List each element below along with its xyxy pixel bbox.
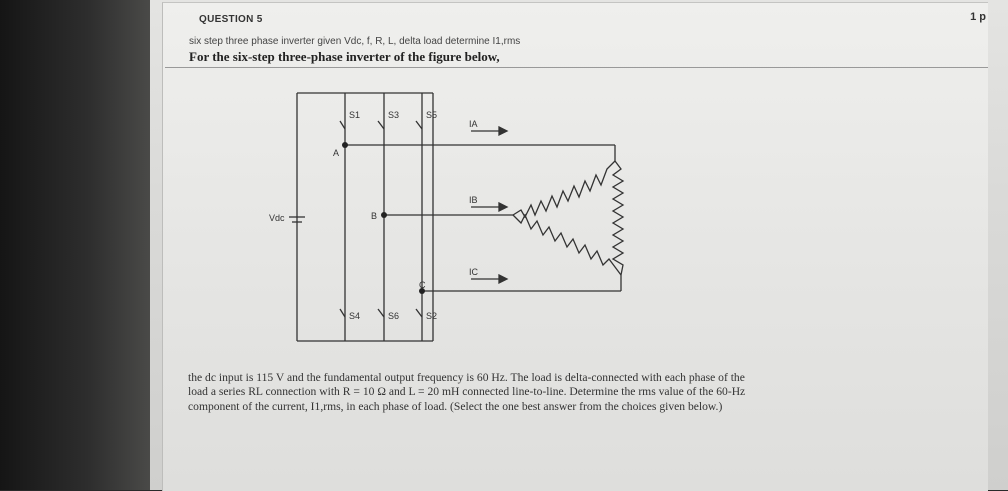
switch-label-s5: S5: [426, 110, 438, 120]
question-summary: six step three phase inverter given Vdc, f, R, L, delta load determine I1,rms: [189, 36, 521, 47]
screen-page: [150, 0, 1008, 490]
source-label-vdc: Vdc: [269, 213, 285, 223]
problem-text: the dc input is 115 V and the fundamental output frequency is 60 Hz. The load is delta-connected with each phase of the load a series RL connection with R = 10 Ω and L = 20 mH connected line-to-line. Determine the rms value of the 60-Hz component of the current, I1,rms, in each phase of load. (Select the one best answer from the choices given below.): [188, 371, 746, 413]
current-label-ia: IA: [469, 119, 478, 129]
current-label-ib: IB: [469, 195, 478, 205]
inverter-circuit-diagram: [163, 3, 988, 363]
switch-label-s4: S4: [349, 311, 361, 321]
switch-label-s6: S6: [388, 311, 400, 321]
current-label-ic: IC: [469, 267, 478, 277]
switch-label-s3: S3: [388, 110, 400, 120]
question-intro: For the six-step three-phase inverter of the figure below,: [189, 49, 500, 64]
switch-label-s2: S2: [426, 311, 438, 321]
node-label-a: A: [333, 148, 340, 158]
question-card: [162, 2, 988, 491]
question-title: QUESTION 5: [199, 14, 263, 25]
node-label-b: B: [371, 211, 378, 221]
switch-label-s1: S1: [349, 110, 361, 120]
node-label-c: C: [419, 280, 426, 290]
desk-background: [0, 0, 150, 490]
points-label: 1 p: [970, 11, 986, 23]
